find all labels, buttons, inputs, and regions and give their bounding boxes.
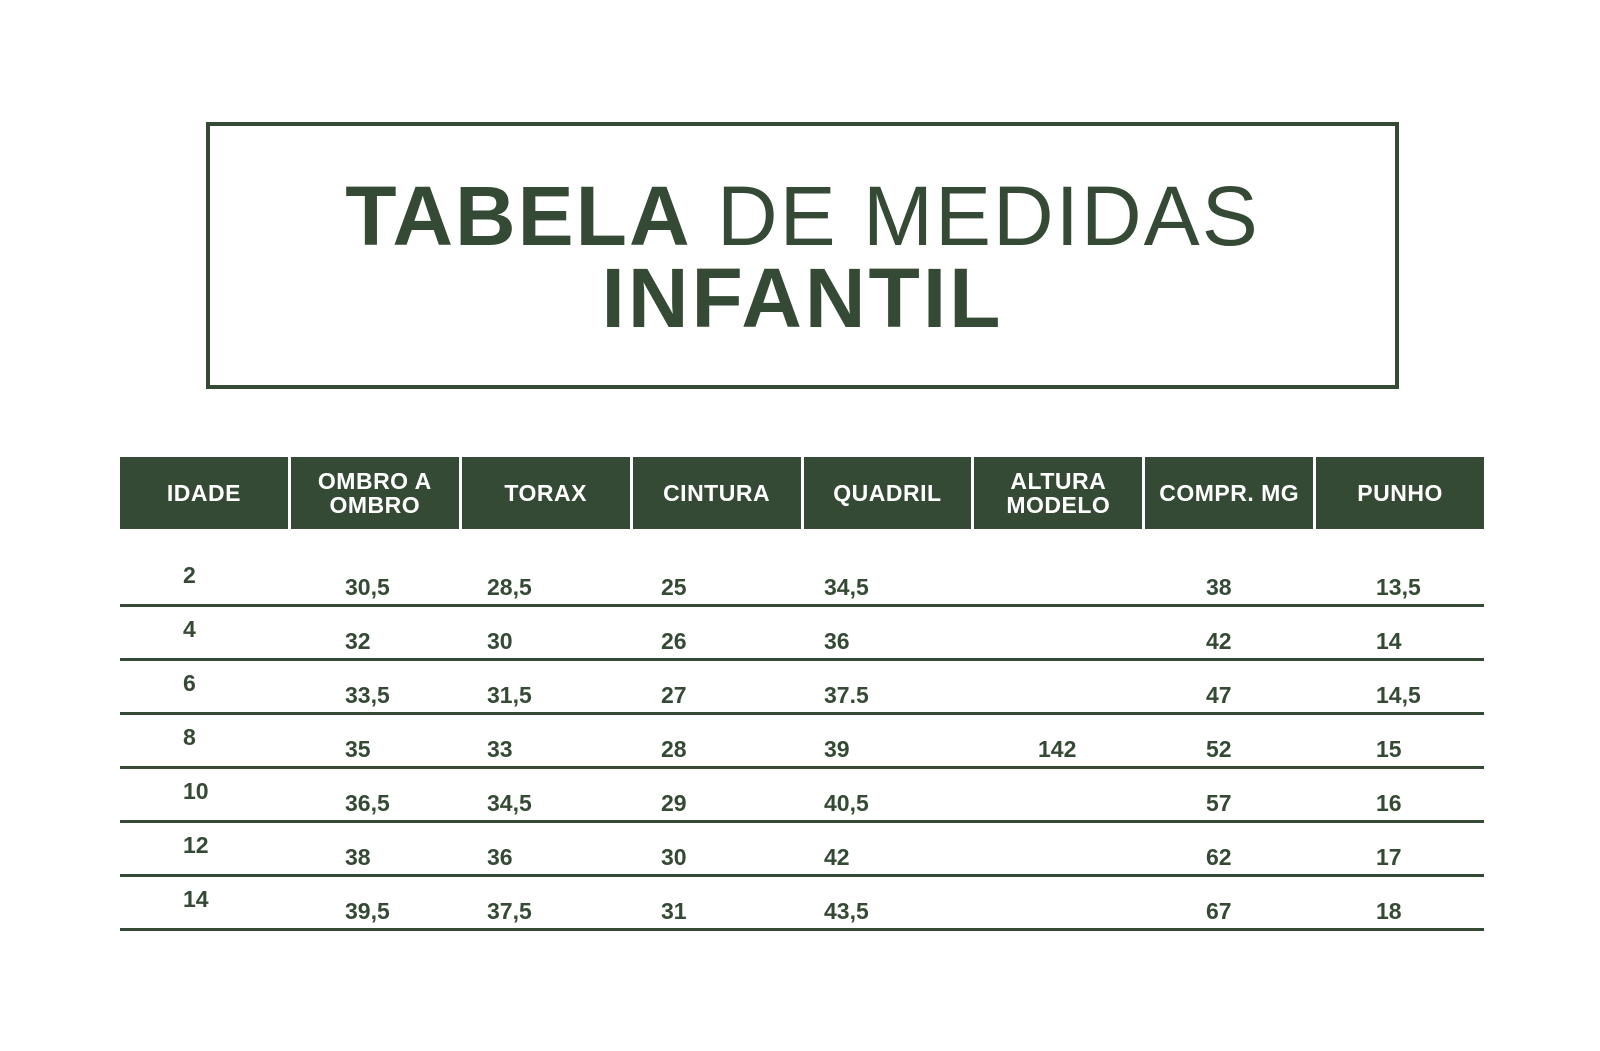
table-body bbox=[120, 553, 1484, 931]
title-bold-word: TABELA bbox=[345, 169, 692, 263]
table-row bbox=[120, 823, 1484, 877]
cell-compr: 47 bbox=[1206, 682, 1232, 708]
header-idade: IDADE bbox=[120, 457, 288, 529]
cell-compr: 62 bbox=[1206, 844, 1232, 870]
cell-punho: 16 bbox=[1376, 790, 1402, 816]
cell-ombro: 36,5 bbox=[345, 790, 390, 816]
cell-torax: 28,5 bbox=[487, 574, 532, 600]
cell-quadril: 39 bbox=[824, 736, 850, 762]
cell-ombro: 38 bbox=[345, 844, 371, 870]
cell-punho: 14,5 bbox=[1376, 682, 1421, 708]
cell-compr: 67 bbox=[1206, 898, 1232, 924]
cell-quadril: 43,5 bbox=[824, 898, 869, 924]
cell-idade: 14 bbox=[183, 886, 209, 912]
cell-ombro: 33,5 bbox=[345, 682, 390, 708]
header-compr: COMPR. MG bbox=[1145, 457, 1313, 529]
cell-quadril: 42 bbox=[824, 844, 850, 870]
cell-torax: 36 bbox=[487, 844, 513, 870]
cell-cintura: 28 bbox=[661, 736, 687, 762]
cell-punho: 13,5 bbox=[1376, 574, 1421, 600]
header-quadril: QUADRIL bbox=[804, 457, 972, 529]
cell-ombro: 39,5 bbox=[345, 898, 390, 924]
header-torax: TORAX bbox=[462, 457, 630, 529]
cell-idade: 12 bbox=[183, 832, 209, 858]
cell-torax: 31,5 bbox=[487, 682, 532, 708]
cell-idade: 4 bbox=[183, 616, 196, 642]
header-punho: PUNHO bbox=[1316, 457, 1484, 529]
table-row bbox=[120, 715, 1484, 769]
title-box bbox=[206, 122, 1399, 389]
cell-torax: 34,5 bbox=[487, 790, 532, 816]
table-row bbox=[120, 553, 1484, 607]
cell-ombro: 35 bbox=[345, 736, 371, 762]
cell-torax: 30 bbox=[487, 628, 513, 654]
header-ombro: OMBRO A OMBRO bbox=[291, 457, 459, 529]
cell-compr: 52 bbox=[1206, 736, 1232, 762]
cell-punho: 14 bbox=[1376, 628, 1402, 654]
cell-cintura: 27 bbox=[661, 682, 687, 708]
header-cintura: CINTURA bbox=[633, 457, 801, 529]
cell-cintura: 29 bbox=[661, 790, 687, 816]
cell-punho: 15 bbox=[1376, 736, 1402, 762]
header-altura: ALTURA MODELO bbox=[974, 457, 1142, 529]
cell-idade: 6 bbox=[183, 670, 196, 696]
page-title-line1 bbox=[210, 169, 1395, 263]
cell-ombro: 32 bbox=[345, 628, 371, 654]
cell-quadril: 34,5 bbox=[824, 574, 869, 600]
cell-quadril: 37.5 bbox=[824, 682, 869, 708]
table-header bbox=[120, 457, 1484, 529]
title-light-words: DE MEDIDAS bbox=[691, 169, 1260, 263]
page-title-line2: INFANTIL bbox=[601, 251, 1004, 345]
cell-compr: 42 bbox=[1206, 628, 1232, 654]
cell-compr: 38 bbox=[1206, 574, 1232, 600]
cell-idade: 8 bbox=[183, 724, 196, 750]
cell-cintura: 30 bbox=[661, 844, 687, 870]
cell-torax: 33 bbox=[487, 736, 513, 762]
cell-cintura: 25 bbox=[661, 574, 687, 600]
table-row bbox=[120, 769, 1484, 823]
cell-idade: 2 bbox=[183, 562, 196, 588]
cell-idade: 10 bbox=[183, 778, 209, 804]
cell-quadril: 40,5 bbox=[824, 790, 869, 816]
cell-quadril: 36 bbox=[824, 628, 850, 654]
cell-torax: 37,5 bbox=[487, 898, 532, 924]
cell-compr: 57 bbox=[1206, 790, 1232, 816]
cell-punho: 17 bbox=[1376, 844, 1402, 870]
table-row bbox=[120, 661, 1484, 715]
cell-ombro: 30,5 bbox=[345, 574, 390, 600]
table-row bbox=[120, 607, 1484, 661]
cell-punho: 18 bbox=[1376, 898, 1402, 924]
cell-altura: 142 bbox=[1038, 736, 1077, 762]
cell-cintura: 26 bbox=[661, 628, 687, 654]
cell-cintura: 31 bbox=[661, 898, 687, 924]
table-row bbox=[120, 877, 1484, 931]
